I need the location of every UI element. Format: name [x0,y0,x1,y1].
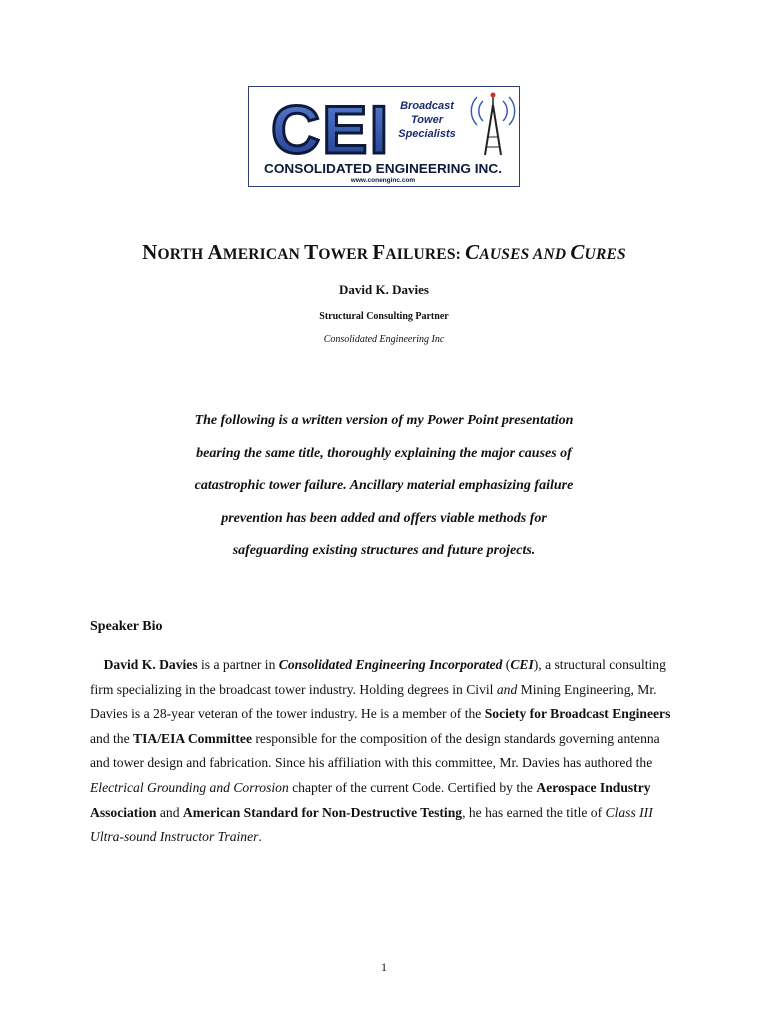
title-smallcaps: AUSES AND [479,246,571,263]
title-initial: F [372,240,386,264]
logo-url: www.conenginc.com [350,177,416,184]
bio-bold: Aerospace Industry Association [90,779,651,820]
bio-text: responsible for the composition of the design standards governing antenna and tower design and fabrication. Since his affiliation with this committee, Mr. Davies has authored the [90,730,660,771]
company-logo [248,86,520,187]
title-initial: A [207,240,223,264]
title-smallcaps: URES [584,246,626,263]
logo-tagline-2: Tower [411,114,443,126]
title-initial: T [304,240,319,264]
bio-text: and the [90,730,134,746]
logo-tagline-3: Specialists [398,128,456,140]
author-role: Structural Consulting Partner [319,311,449,322]
bio-italic: and [496,681,518,697]
bio-text: chapter of the current Code. Certified by the [288,779,537,795]
bio-bold-italic: Consolidated Engineering Incorporated [278,657,503,672]
bio-bold: Society for Broadcast Engineers [484,706,671,722]
bio-text: and [156,804,183,820]
bio-text: Mining Engineering, Mr. Davies is a 28-year veteran of the tower industry. He is a member of the [90,681,657,722]
logo-monogram: CEI [271,92,391,168]
page-number: 1 [381,960,387,974]
abstract-line: The following is a written version of my Power Point presentation [194,413,574,428]
logo-company-name: CONSOLIDATED ENGINEERING INC. [264,162,502,176]
abstract-line: catastrophic tower failure. Ancillary material emphasizing failure [194,478,574,493]
title-initial: N [142,240,158,264]
bio-bold: David K. Davies [103,657,198,672]
bio-bold: American Standard for Non-Destructive Testing [182,804,463,820]
abstract [150,405,618,568]
bio-heading: Speaker Bio [90,619,163,634]
bio-bold-italic: CEI [510,657,534,672]
title-smallcaps: AILURES: [385,246,466,263]
bio-text: ), a structural consulting firm specializing in the broadcast tower industry. Holding degrees in Civil [90,657,666,697]
title-initial: C [465,240,480,264]
document-title [0,240,768,265]
title-smallcaps: MERICAN [222,246,305,263]
author-name: David K. Davies [339,282,429,297]
abstract-line: prevention has been added and offers viable methods for [221,510,547,526]
tower-icon [471,93,514,156]
bio-text: is a partner in [197,657,279,672]
logo-graphic [249,87,518,185]
bio-text: , he has earned the title of [462,804,606,820]
author-organization: Consolidated Engineering Inc [323,334,445,345]
bio-bold: TIA/EIA Committee [133,730,252,746]
bio-text: ( [502,657,511,672]
bio-paragraph [90,653,680,850]
title-smallcaps: OWER [318,246,373,263]
bio-italic: Class III Ultra-sound Instructor Trainer [90,804,653,845]
bio-italic: Electrical Grounding and Corrosion [90,779,289,795]
abstract-line: bearing the same title, thoroughly explaining the major causes of [196,445,572,461]
title-smallcaps: ORTH [157,246,208,263]
bio-text: . [258,829,262,845]
abstract-line: safeguarding existing structures and future projects. [232,543,536,558]
logo-tagline-1: Broadcast [400,100,454,112]
title-initial: C [570,240,585,264]
